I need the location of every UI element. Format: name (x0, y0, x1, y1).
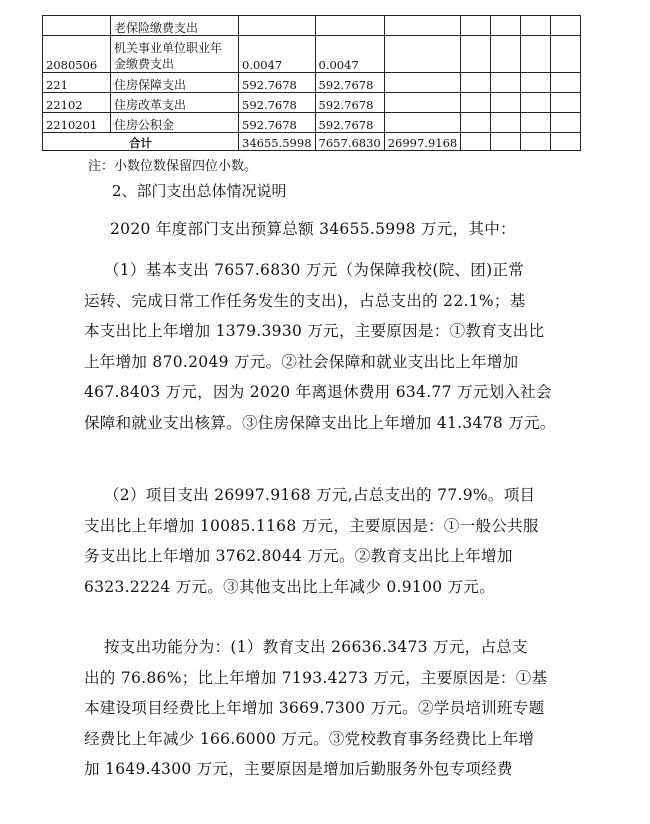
text-line: 支出比上年增加 10085.1168 万元，主要原因是：①一般公共服 (84, 516, 539, 535)
budget-table-body (43, 16, 581, 151)
text-line: 出的 76.86%；比上年增加 7193.4273 万元，主要原因是：①基 (84, 668, 548, 687)
text-line: 按支出功能分为：(1）教育支出 26636.3473 万元，占总支 (104, 638, 528, 656)
text-line: 务支出比上年增加 3762.8044 万元。②教育支出比上年增加 (84, 547, 513, 565)
cell-item-name: 住房改革支出 (111, 93, 239, 113)
cell-empty (551, 73, 581, 93)
total-amount: 34655.5998 (239, 133, 316, 151)
cell-empty (551, 16, 581, 36)
cell-empty (461, 36, 491, 73)
cell-empty (491, 36, 521, 73)
text-line: 加 1649.4300 万元，主要原因是增加后勤服务外包专项经费 (84, 760, 513, 778)
cell-item-name: 老保险缴费支出 (111, 16, 239, 36)
paragraph-project-expenditure (84, 480, 584, 602)
cell-total-amount (239, 16, 316, 36)
paragraph-basic-expenditure (84, 255, 584, 438)
table-row (43, 93, 581, 113)
text-line: 经费比上年减少 166.6000 万元。③党校教育事务经费比上年增 (84, 729, 535, 748)
cell-project-amount (384, 113, 461, 133)
cell-empty (461, 113, 491, 133)
cell-item-name: 住房保障支出 (111, 73, 239, 93)
table-total-row (43, 133, 581, 151)
cell-code: 2210201 (43, 113, 111, 133)
cell-item-name: 机关事业单位职业年 金缴费支出 (111, 36, 239, 73)
cell-basic-amount: 0.0047 (315, 36, 384, 73)
cell-project-amount (384, 36, 461, 73)
cell-empty (551, 133, 581, 151)
cell-empty (521, 93, 551, 113)
cell-empty (461, 93, 491, 113)
cell-empty (491, 133, 521, 151)
section-heading: 2、部门支出总体情况说明 (112, 182, 287, 200)
cell-code (43, 16, 111, 36)
cell-total-amount: 592.7678 (239, 73, 316, 93)
cell-empty (461, 73, 491, 93)
cell-empty (521, 16, 551, 36)
cell-empty (461, 133, 491, 151)
text-line: 467.8403 万元，因为 2020 年离退休费用 634.77 万元划入社会 (84, 383, 552, 401)
text-line: 2020 年度部门支出预算总额 34655.5998 万元，其中： (110, 220, 516, 238)
cell-item-name: 住房公积金 (111, 113, 239, 133)
text-line: 本支出比上年增加 1379.3930 万元，主要原因是：①教育支出比 (84, 322, 545, 340)
cell-empty (491, 73, 521, 93)
cell-empty (551, 93, 581, 113)
cell-empty (461, 16, 491, 36)
budget-table (42, 15, 581, 151)
table-row (43, 16, 581, 36)
total-project-amount: 26997.9168 (384, 133, 461, 151)
text-line: 运转、完成日常工作任务发生的支出)，占总支出的 22.1%；基 (84, 291, 526, 310)
cell-project-amount (384, 16, 461, 36)
cell-basic-amount: 592.7678 (315, 73, 384, 93)
table-row (43, 36, 581, 73)
paragraph-total (110, 214, 610, 245)
text-line: （2）项目支出 26997.9168 万元,占总支出的 77.9%。项目 (104, 486, 536, 504)
paragraph-by-function (84, 632, 584, 785)
cell-empty (521, 133, 551, 151)
total-basic-amount: 7657.6830 (315, 133, 384, 151)
text-line: 本建设项目经费比上年增加 3669.7300 万元。②学员培训班专题 (84, 699, 545, 717)
text-line: 保障和就业支出核算。③住房保障支出比上年增加 41.3478 万元。 (84, 413, 556, 432)
cell-empty (551, 113, 581, 133)
cell-empty (521, 73, 551, 93)
cell-code: 221 (43, 73, 111, 93)
total-label: 合计 (43, 133, 239, 151)
text-line: 6323.2224 万元。③其他支出比上年减少 0.9100 万元。 (84, 577, 496, 596)
table-note: 注：小数位数保留四位小数。 (88, 159, 258, 174)
cell-project-amount (384, 93, 461, 113)
cell-empty (521, 36, 551, 73)
cell-empty (491, 113, 521, 133)
cell-empty (491, 16, 521, 36)
cell-empty (491, 93, 521, 113)
cell-empty (551, 36, 581, 73)
table-row (43, 113, 581, 133)
cell-total-amount: 592.7678 (239, 113, 316, 133)
table-row (43, 73, 581, 93)
cell-total-amount: 592.7678 (239, 93, 316, 113)
cell-code: 2080506 (43, 36, 111, 73)
cell-total-amount: 0.0047 (239, 36, 316, 73)
cell-basic-amount (315, 16, 384, 36)
cell-basic-amount: 592.7678 (315, 113, 384, 133)
cell-basic-amount: 592.7678 (315, 93, 384, 113)
text-line: 上年增加 870.2049 万元。②社会保障和就业支出比上年增加 (84, 352, 519, 371)
cell-project-amount (384, 73, 461, 93)
cell-code: 22102 (43, 93, 111, 113)
cell-empty (521, 113, 551, 133)
text-line: （1）基本支出 7657.6830 万元（为保障我校(院、团)正常 (104, 261, 525, 279)
